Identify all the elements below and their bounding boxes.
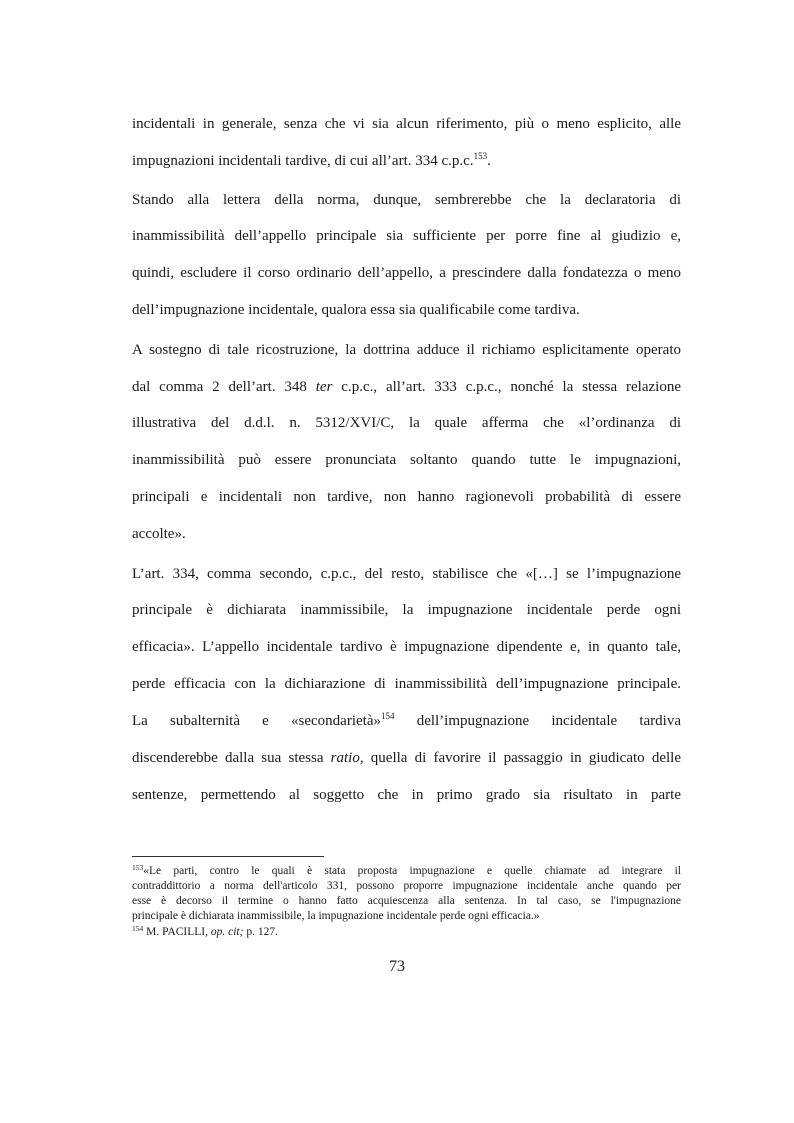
body-line xyxy=(132,711,681,731)
body-line xyxy=(132,748,681,768)
line-text: impugnazioni incidentali tardive, di cui all’art. 334 c.p.c. xyxy=(132,153,474,169)
body-line: sentenze, permettendo al soggetto che in primo grado sia risultato in parte xyxy=(132,787,681,803)
body-line: inammissibilità dell’appello principale sia sufficiente per porre fine al giudizio e, xyxy=(132,228,681,244)
line-text: dell’impugnazione incidentale tardiva xyxy=(394,713,681,729)
footnote-line xyxy=(132,925,681,939)
body-line: efficacia». L’appello incidentale tardivo è impugnazione dipendente e, in quanto tale, xyxy=(132,639,681,655)
body-line: principale è dichiarata inammissibile, la impugnazione incidentale perde ogni xyxy=(132,602,681,618)
body-line: Stando alla lettera della norma, dunque, sembrerebbe che la declaratoria di xyxy=(132,192,681,208)
body-line: inammissibilità può essere pronunciata soltanto quando tutte le impugnazioni, xyxy=(132,452,681,468)
footnote-line: esse è decorso il termine o hanno fatto acquiescenza alla sentenza. In tal caso, se l'impugnazione xyxy=(132,895,681,907)
page-number: 73 xyxy=(389,958,405,975)
body-line xyxy=(132,151,681,171)
footnote-line: contraddittorio a norma dell'articolo 331, possono proporre impugnazione incidentale anche quando per xyxy=(132,880,681,892)
footnote-separator xyxy=(132,856,324,857)
body-line: quindi, escludere il corso ordinario dell’appello, a prescindere dalla fondatezza o meno xyxy=(132,265,681,281)
italic-term: op. cit; xyxy=(210,926,244,938)
line-text: discenderebbe dalla sua stessa xyxy=(132,750,331,766)
body-line: illustrativa del d.d.l. n. 5312/XVI/C, la quale afferma che «l’ordinanza di xyxy=(132,415,681,431)
body-line: principali e incidentali non tardive, non hanno ragionevoli probabilità di essere xyxy=(132,489,681,505)
line-text: c.p.c., all’art. 333 c.p.c., nonché la stessa relazione xyxy=(332,379,681,395)
body-line: dell’impugnazione incidentale, qualora essa sia qualificabile come tardiva. xyxy=(132,302,580,318)
body-line xyxy=(132,377,681,397)
body-line: A sostegno di tale ricostruzione, la dottrina adduce il richiamo esplicitamente operato xyxy=(132,342,681,358)
footnote-number-154: 154 xyxy=(132,924,144,933)
line-text: dal comma 2 dell’art. 348 xyxy=(132,379,316,395)
footnote-line xyxy=(132,864,681,878)
body-line: incidentali in generale, senza che vi sia alcun riferimento, più o meno esplicito, alle xyxy=(132,116,681,132)
footnote-text: «Le parti, contro le quali è stata proposta impugnazione e quelle chiamate ad integrare il xyxy=(143,865,681,877)
footnote-ref-154[interactable]: 154 xyxy=(381,711,395,721)
line-text: , quella di favorire il passaggio in giudicato delle xyxy=(359,750,681,766)
italic-term: ter xyxy=(315,379,333,395)
line-text: La subalternità e «secondarietà» xyxy=(132,713,381,729)
footnote-number-153: 153 xyxy=(132,863,144,872)
body-line: accolte». xyxy=(132,526,186,542)
body-line: L’art. 334, comma secondo, c.p.c., del resto, stabilisce che «[…] se l’impugnazione xyxy=(132,566,681,582)
footnote-text: p. 127. xyxy=(243,926,278,938)
footnote-ref-153[interactable]: 153 xyxy=(473,151,488,161)
body-line: perde efficacia con la dichiarazione di inammissibilità dell’impugnazione principale. xyxy=(132,676,681,692)
italic-term: ratio xyxy=(330,750,360,766)
line-text: . xyxy=(487,153,491,169)
footnote-line: principale è dichiarata inammissibile, la impugnazione incidentale perde ogni efficacia.» xyxy=(132,910,540,922)
footnote-text: M. PACILLI, xyxy=(143,926,211,938)
